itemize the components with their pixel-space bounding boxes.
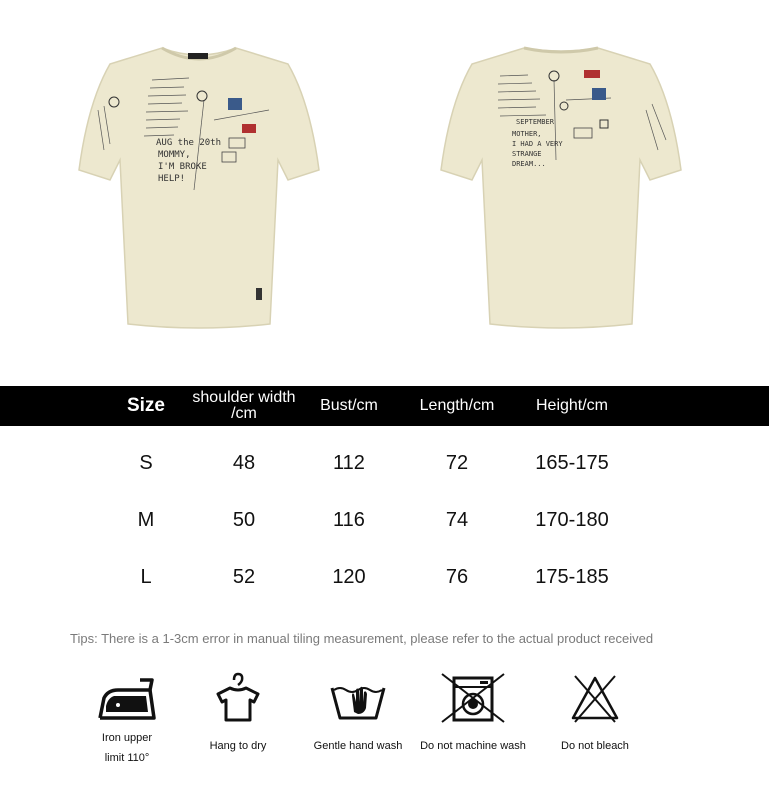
cell-bust: 112	[333, 451, 365, 474]
cell-height: 165-175	[535, 451, 609, 474]
care-label-hand-wash: Gentle hand wash	[313, 740, 403, 752]
header-shoulder-width	[180, 386, 308, 426]
care-hang	[183, 672, 293, 756]
care-label-iron-line2: limit 110°	[104, 752, 150, 764]
cell-shoulder: 48	[232, 451, 256, 474]
cell-length: 72	[445, 451, 469, 474]
cell-height: 170-180	[535, 508, 609, 531]
table-row	[0, 448, 769, 478]
back-print-line-3: I HAD A VERY	[512, 140, 563, 148]
no-machine-wash-icon	[440, 672, 506, 724]
header-size: Size	[126, 395, 166, 416]
back-print-line-2: MOTHER,	[512, 130, 542, 138]
cell-shoulder: 52	[232, 565, 256, 588]
care-iron	[72, 672, 182, 768]
table-row	[0, 505, 769, 535]
back-tshirt-photo	[436, 40, 686, 330]
cell-bust: 116	[333, 508, 365, 531]
front-print-line-2: MOMMY,	[158, 150, 191, 160]
cell-size: S	[139, 451, 153, 474]
care-label-iron-line1: Iron upper	[101, 732, 153, 744]
size-table-header	[0, 386, 769, 426]
care-label-no-bleach: Do not bleach	[561, 740, 629, 752]
care-label-hang: Hang to dry	[209, 740, 267, 752]
back-print-line-1: SEPTEMBER	[516, 118, 554, 126]
front-print-line-4: HELP!	[158, 174, 186, 184]
iron-icon	[96, 672, 158, 722]
care-no-bleach	[540, 672, 650, 756]
header-length: Length/cm	[419, 397, 495, 414]
back-print-line-5: DREAM...	[512, 160, 546, 168]
hand-wash-icon	[328, 672, 388, 724]
front-print-line-1: AUG the 20th	[156, 138, 222, 148]
table-row	[0, 562, 769, 592]
header-shoulder-line1: shoulder width	[192, 389, 296, 406]
cell-shoulder: 50	[232, 508, 256, 531]
cell-length: 76	[445, 565, 469, 588]
cell-bust: 120	[332, 565, 366, 588]
care-hand-wash	[303, 672, 413, 756]
front-print-line-3: I'M BROKE	[158, 162, 207, 172]
care-label-no-machine-wash: Do not machine wash	[420, 740, 526, 752]
header-bust: Bust/cm	[320, 397, 378, 414]
cell-length: 74	[445, 508, 469, 531]
measurement-tips: Tips: There is a 1-3cm error in manual tiling measurement, please refer to the actual product received	[70, 631, 654, 646]
back-print-line-4: STRANGE	[512, 150, 542, 158]
cell-size: M	[137, 508, 155, 531]
care-no-machine-wash	[418, 672, 528, 756]
header-shoulder-line2: /cm	[231, 405, 257, 422]
front-tshirt-photo	[74, 40, 324, 330]
no-bleach-icon	[569, 672, 621, 724]
cell-size: L	[140, 565, 152, 588]
header-height: Height/cm	[535, 397, 609, 414]
cell-height: 175-185	[535, 565, 609, 588]
hanger-icon	[212, 672, 264, 724]
